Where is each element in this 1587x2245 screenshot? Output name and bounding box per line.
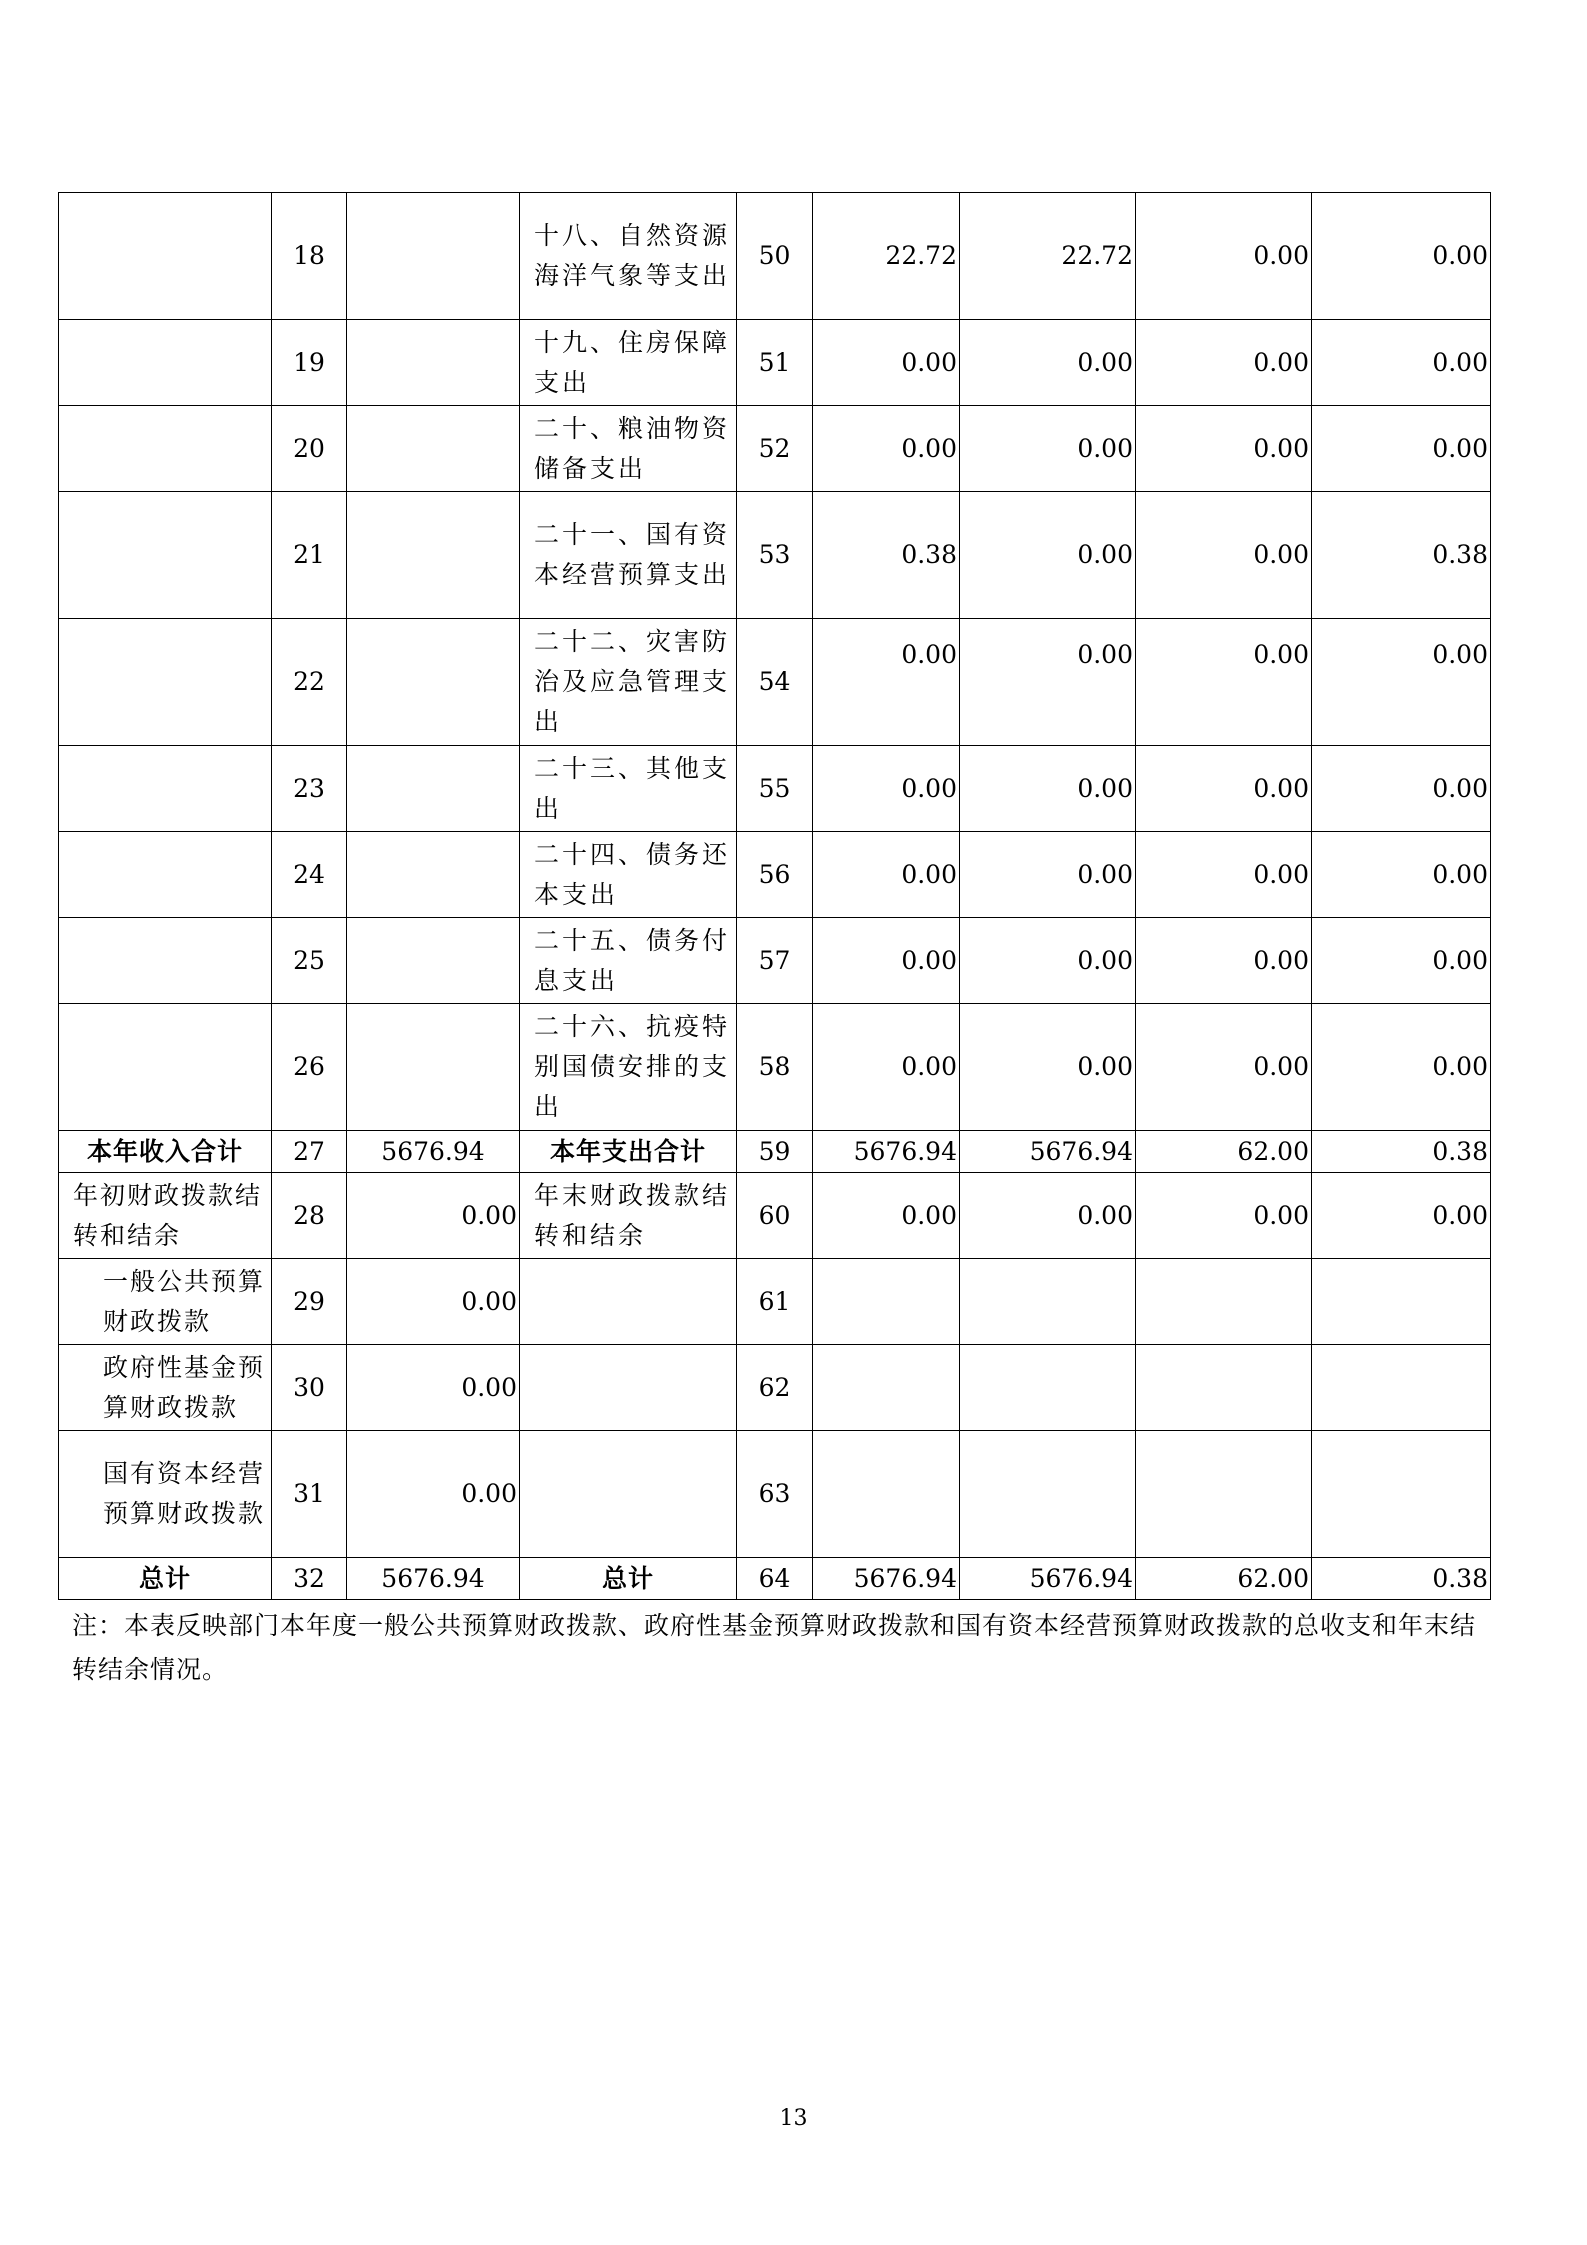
expense-line-no-cell: 58 (737, 1004, 813, 1131)
expense-item-cell (520, 1259, 737, 1345)
expense-item-cell: 二十六、抗疫特别国债安排的支出 (520, 1004, 737, 1131)
page-number: 13 (779, 2106, 808, 2131)
income-amount-cell: 0.00 (347, 1345, 520, 1431)
income-line-no-cell: 18 (272, 193, 347, 320)
gov-fund-cell: 0.00 (1136, 1004, 1312, 1131)
income-line-no-cell: 20 (272, 406, 347, 492)
general-budget-cell: 5676.94 (960, 1131, 1136, 1173)
table-row (59, 1259, 1491, 1345)
expense-total-cell: 0.00 (813, 619, 960, 746)
expense-total-cell: 0.00 (813, 1173, 960, 1259)
state-capital-cell: 0.00 (1312, 619, 1491, 746)
general-budget-cell (960, 1345, 1136, 1431)
state-capital-cell: 0.38 (1312, 492, 1491, 619)
expense-item-cell: 总计 (520, 1558, 737, 1600)
expense-item-cell: 二十四、债务还本支出 (520, 832, 737, 918)
general-budget-cell: 0.00 (960, 1004, 1136, 1131)
income-amount-cell: 5676.94 (347, 1131, 520, 1173)
expense-total-cell: 0.00 (813, 918, 960, 1004)
income-item-cell (59, 619, 272, 746)
income-item-cell (59, 1004, 272, 1131)
income-amount-cell (347, 619, 520, 746)
expense-item-cell: 十九、住房保障支出 (520, 320, 737, 406)
income-line-no-cell: 23 (272, 746, 347, 832)
state-capital-cell: 0.00 (1312, 746, 1491, 832)
gov-fund-cell: 0.00 (1136, 832, 1312, 918)
income-item-cell: 政府性基金预算财政拨款 (59, 1345, 272, 1431)
general-budget-cell: 0.00 (960, 320, 1136, 406)
expense-line-no-cell: 62 (737, 1345, 813, 1431)
table-row (59, 619, 1491, 746)
general-budget-cell: 0.00 (960, 492, 1136, 619)
expense-item-cell: 二十五、债务付息支出 (520, 918, 737, 1004)
income-amount-cell (347, 832, 520, 918)
general-budget-cell: 0.00 (960, 832, 1136, 918)
income-amount-cell (347, 492, 520, 619)
income-item-cell (59, 492, 272, 619)
expense-line-no-cell: 56 (737, 832, 813, 918)
expense-total-cell: 0.00 (813, 320, 960, 406)
expense-line-no-cell: 52 (737, 406, 813, 492)
expense-item-cell: 年末财政拨款结转和结余 (520, 1173, 737, 1259)
income-amount-cell: 0.00 (347, 1431, 520, 1558)
gov-fund-cell (1136, 1431, 1312, 1558)
general-budget-cell: 0.00 (960, 746, 1136, 832)
expense-total-cell (813, 1431, 960, 1558)
state-capital-cell: 0.00 (1312, 193, 1491, 320)
gov-fund-cell: 0.00 (1136, 320, 1312, 406)
state-capital-cell (1312, 1345, 1491, 1431)
income-amount-cell (347, 1004, 520, 1131)
income-item-cell: 年初财政拨款结转和结余 (59, 1173, 272, 1259)
income-line-no-cell: 26 (272, 1004, 347, 1131)
income-amount-cell: 0.00 (347, 1173, 520, 1259)
state-capital-cell (1312, 1259, 1491, 1345)
budget-table (58, 192, 1491, 1600)
state-capital-cell (1312, 1431, 1491, 1558)
table-row (59, 1431, 1491, 1558)
table-row (59, 832, 1491, 918)
table-row (59, 406, 1491, 492)
expense-line-no-cell: 60 (737, 1173, 813, 1259)
income-line-no-cell: 22 (272, 619, 347, 746)
expense-total-cell: 5676.94 (813, 1558, 960, 1600)
expense-line-no-cell: 59 (737, 1131, 813, 1173)
gov-fund-cell: 0.00 (1136, 746, 1312, 832)
table-row (59, 1345, 1491, 1431)
table-note: 注：本表反映部门本年度一般公共预算财政拨款、政府性基金预算财政拨款和国有资本经营预算财政拨款的总收支和年末结转结余情况。 (72, 1611, 1477, 1684)
expense-item-cell: 二十三、其他支出 (520, 746, 737, 832)
income-amount-cell: 5676.94 (347, 1558, 520, 1600)
expense-line-no-cell: 54 (737, 619, 813, 746)
gov-fund-cell: 0.00 (1136, 918, 1312, 1004)
gov-fund-cell (1136, 1345, 1312, 1431)
income-item-cell: 本年收入合计 (59, 1131, 272, 1173)
income-item-cell: 国有资本经营预算财政拨款 (59, 1431, 272, 1558)
expense-total-cell: 0.00 (813, 746, 960, 832)
expense-total-cell: 0.00 (813, 832, 960, 918)
income-amount-cell (347, 746, 520, 832)
table-row (59, 1004, 1491, 1131)
gov-fund-cell: 0.00 (1136, 492, 1312, 619)
income-line-no-cell: 32 (272, 1558, 347, 1600)
income-item-cell: 总计 (59, 1558, 272, 1600)
table-row (59, 320, 1491, 406)
table-row (59, 1558, 1491, 1600)
expense-item-cell (520, 1431, 737, 1558)
income-line-no-cell: 30 (272, 1345, 347, 1431)
expense-line-no-cell: 61 (737, 1259, 813, 1345)
gov-fund-cell: 0.00 (1136, 619, 1312, 746)
income-line-no-cell: 31 (272, 1431, 347, 1558)
expense-item-cell: 二十一、国有资本经营预算支出 (520, 492, 737, 619)
income-item-cell (59, 193, 272, 320)
state-capital-cell: 0.00 (1312, 832, 1491, 918)
expense-item-cell: 二十二、灾害防治及应急管理支出 (520, 619, 737, 746)
expense-line-no-cell: 57 (737, 918, 813, 1004)
gov-fund-cell: 0.00 (1136, 406, 1312, 492)
general-budget-cell: 22.72 (960, 193, 1136, 320)
gov-fund-cell: 0.00 (1136, 193, 1312, 320)
expense-total-cell: 0.00 (813, 1004, 960, 1131)
income-amount-cell: 0.00 (347, 1259, 520, 1345)
general-budget-cell (960, 1431, 1136, 1558)
state-capital-cell: 0.38 (1312, 1558, 1491, 1600)
expense-line-no-cell: 51 (737, 320, 813, 406)
expense-item-cell: 十八、自然资源海洋气象等支出 (520, 193, 737, 320)
state-capital-cell: 0.00 (1312, 1004, 1491, 1131)
table-row (59, 193, 1491, 320)
gov-fund-cell: 0.00 (1136, 1173, 1312, 1259)
state-capital-cell: 0.00 (1312, 1173, 1491, 1259)
income-line-no-cell: 28 (272, 1173, 347, 1259)
income-amount-cell (347, 320, 520, 406)
income-item-cell: 一般公共预算财政拨款 (59, 1259, 272, 1345)
expense-total-cell (813, 1345, 960, 1431)
income-item-cell (59, 918, 272, 1004)
expense-line-no-cell: 50 (737, 193, 813, 320)
income-line-no-cell: 21 (272, 492, 347, 619)
gov-fund-cell: 62.00 (1136, 1558, 1312, 1600)
income-line-no-cell: 19 (272, 320, 347, 406)
general-budget-cell: 0.00 (960, 406, 1136, 492)
income-line-no-cell: 29 (272, 1259, 347, 1345)
expense-line-no-cell: 53 (737, 492, 813, 619)
table-row (59, 492, 1491, 619)
income-amount-cell (347, 918, 520, 1004)
expense-line-no-cell: 64 (737, 1558, 813, 1600)
general-budget-cell: 5676.94 (960, 1558, 1136, 1600)
expense-total-cell: 0.38 (813, 492, 960, 619)
expense-item-cell (520, 1345, 737, 1431)
income-item-cell (59, 832, 272, 918)
general-budget-cell: 0.00 (960, 1173, 1136, 1259)
gov-fund-cell: 62.00 (1136, 1131, 1312, 1173)
expense-total-cell (813, 1259, 960, 1345)
expense-total-cell: 22.72 (813, 193, 960, 320)
gov-fund-cell (1136, 1259, 1312, 1345)
expense-total-cell: 0.00 (813, 406, 960, 492)
state-capital-cell: 0.00 (1312, 320, 1491, 406)
table-row (59, 918, 1491, 1004)
income-line-no-cell: 24 (272, 832, 347, 918)
expense-line-no-cell: 63 (737, 1431, 813, 1558)
table-row (59, 1173, 1491, 1259)
expense-item-cell: 二十、粮油物资储备支出 (520, 406, 737, 492)
general-budget-cell: 0.00 (960, 918, 1136, 1004)
expense-line-no-cell: 55 (737, 746, 813, 832)
state-capital-cell: 0.38 (1312, 1131, 1491, 1173)
income-item-cell (59, 406, 272, 492)
state-capital-cell: 0.00 (1312, 918, 1491, 1004)
state-capital-cell: 0.00 (1312, 406, 1491, 492)
general-budget-cell (960, 1259, 1136, 1345)
income-amount-cell (347, 406, 520, 492)
income-line-no-cell: 27 (272, 1131, 347, 1173)
table-row (59, 746, 1491, 832)
income-amount-cell (347, 193, 520, 320)
income-line-no-cell: 25 (272, 918, 347, 1004)
expense-total-cell: 5676.94 (813, 1131, 960, 1173)
table-row (59, 1131, 1491, 1173)
general-budget-cell: 0.00 (960, 619, 1136, 746)
income-item-cell (59, 320, 272, 406)
expense-item-cell: 本年支出合计 (520, 1131, 737, 1173)
income-item-cell (59, 746, 272, 832)
